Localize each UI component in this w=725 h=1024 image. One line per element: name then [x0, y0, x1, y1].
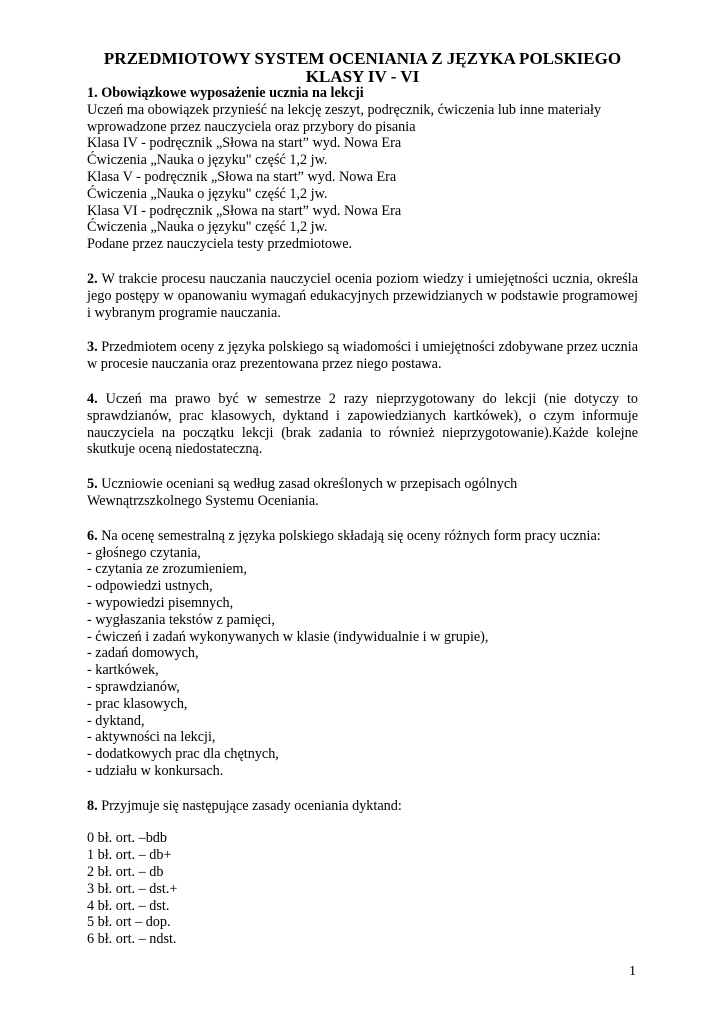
grading-forms-list: [87, 545, 638, 780]
list-item: - odpowiedzi ustnych,: [87, 578, 213, 595]
grade-item: 3 bł. ort. – dst.+: [87, 880, 178, 897]
grade-item: 0 bł. ort. –bdb: [87, 830, 167, 847]
section-2-number: 2.: [87, 270, 98, 287]
section-6-intro: Na ocenę semestralną z języka polskiego składają się oceny różnych form pracy ucznia:: [97, 527, 601, 544]
section-4-number: 4.: [87, 390, 98, 407]
section-4-text: Uczeń ma prawo być w semestrze 2 razy nieprzygotowany do lekcji (nie dotyczy to sprawdzianów, prac klasowych, dyktand i zapowiedzianych kartkówek), o czym informuje nauczyciela na początku lekcji (brak zadania to również nieprzygotowanie).Każde kolejne skutkuje oceną niedostateczną.: [87, 390, 638, 458]
section-1-line: Ćwiczenia „Nauka o języku" część 1,2 jw.: [87, 152, 328, 169]
section-5-line1: Uczniowie oceniani są według zasad określonych w przepisach ogólnych: [97, 476, 518, 493]
dictation-grades-list: [87, 830, 638, 948]
section-5-number: 5.: [87, 476, 98, 493]
grade-item: 1 bł. ort. – db+: [87, 847, 172, 864]
document-title-line2: KLASY IV - VI: [305, 67, 420, 86]
list-item: - wypowiedzi pisemnych,: [87, 594, 234, 611]
section-8-number: 8.: [87, 797, 98, 814]
section-1-line: Klasa V - podręcznik „Słowa na start” wyd. Nowa Era: [87, 168, 397, 185]
section-6-number: 6.: [87, 527, 98, 544]
section-8-intro: Przyjmuje się następujące zasady oceniania dyktand:: [97, 797, 402, 814]
list-item: - sprawdzianów,: [87, 678, 180, 695]
list-item: - czytania ze zrozumieniem,: [87, 561, 247, 578]
list-item: - udziału w konkursach.: [87, 762, 224, 779]
section-4: [87, 391, 638, 458]
list-item: - dodatkowych prac dla chętnych,: [87, 746, 279, 763]
grade-item: 4 bł. ort. – dst.: [87, 897, 170, 914]
list-item: - dyktand,: [87, 712, 145, 729]
list-item: - aktywności na lekcji,: [87, 729, 216, 746]
document-title-line1: PRZEDMIOTOWY SYSTEM OCENIANIA Z JĘZYKA POLSKIEGO: [103, 49, 622, 68]
section-3-number: 3.: [87, 339, 98, 356]
section-1-line: Klasa IV - podręcznik „Słowa na start” wyd. Nowa Era: [87, 135, 402, 152]
section-3-text: Przedmiotem oceny z języka polskiego są wiadomości i umiejętności zdobywane przez ucznia w procesie nauczania oraz prezentowana przez niego postawa.: [87, 339, 638, 373]
section-8: [87, 798, 638, 948]
grade-item: 6 bł. ort. – ndst.: [87, 931, 177, 948]
section-2: [87, 271, 638, 321]
section-1: [87, 85, 638, 253]
section-6: [87, 528, 638, 780]
section-1-line: Ćwiczenia „Nauka o języku" część 1,2 jw.: [87, 185, 328, 202]
section-5: [87, 476, 638, 510]
section-1-heading: 1. Obowiązkowe wyposażenie ucznia na lekcji: [87, 85, 364, 101]
list-item: - wygłaszania tekstów z pamięci,: [87, 611, 275, 628]
section-2-text: W trakcie procesu nauczania nauczyciel ocenia poziom wiedzy i umiejętności ucznia, określa jego postępy w opanowaniu wymagań edukacyjnych przewidzianych w podstawie programowej i wybranym programie nauczania.: [87, 270, 638, 321]
section-1-line: Ćwiczenia „Nauka o języku" część 1,2 jw.: [87, 219, 328, 236]
section-1-line: Uczeń ma obowiązek przynieść na lekcję zeszyt, podręcznik, ćwiczenia lub inne materiały: [87, 101, 602, 118]
section-1-line: Klasa VI - podręcznik „Słowa na start” wyd. Nowa Era: [87, 202, 402, 219]
grade-item: 2 bł. ort. – db: [87, 864, 164, 881]
list-item: - głośnego czytania,: [87, 544, 201, 561]
list-item: - prac klasowych,: [87, 695, 188, 712]
section-3: [87, 339, 638, 373]
page-number: 1: [629, 964, 636, 979]
list-item: - zadań domowych,: [87, 645, 199, 662]
section-1-line: wprowadzone przez nauczyciela oraz przybory do pisania: [87, 118, 416, 135]
document-body: [87, 85, 638, 948]
list-item: - kartkówek,: [87, 662, 159, 679]
list-item: - ćwiczeń i zadań wykonywanych w klasie (indywidualnie i w grupie),: [87, 628, 489, 645]
grade-item: 5 bł. ort – dop.: [87, 914, 171, 931]
section-5-line2: Wewnątrzszkolnego Systemu Oceniania.: [87, 492, 319, 509]
section-1-line: Podane przez nauczyciela testy przedmiotowe.: [87, 236, 353, 253]
